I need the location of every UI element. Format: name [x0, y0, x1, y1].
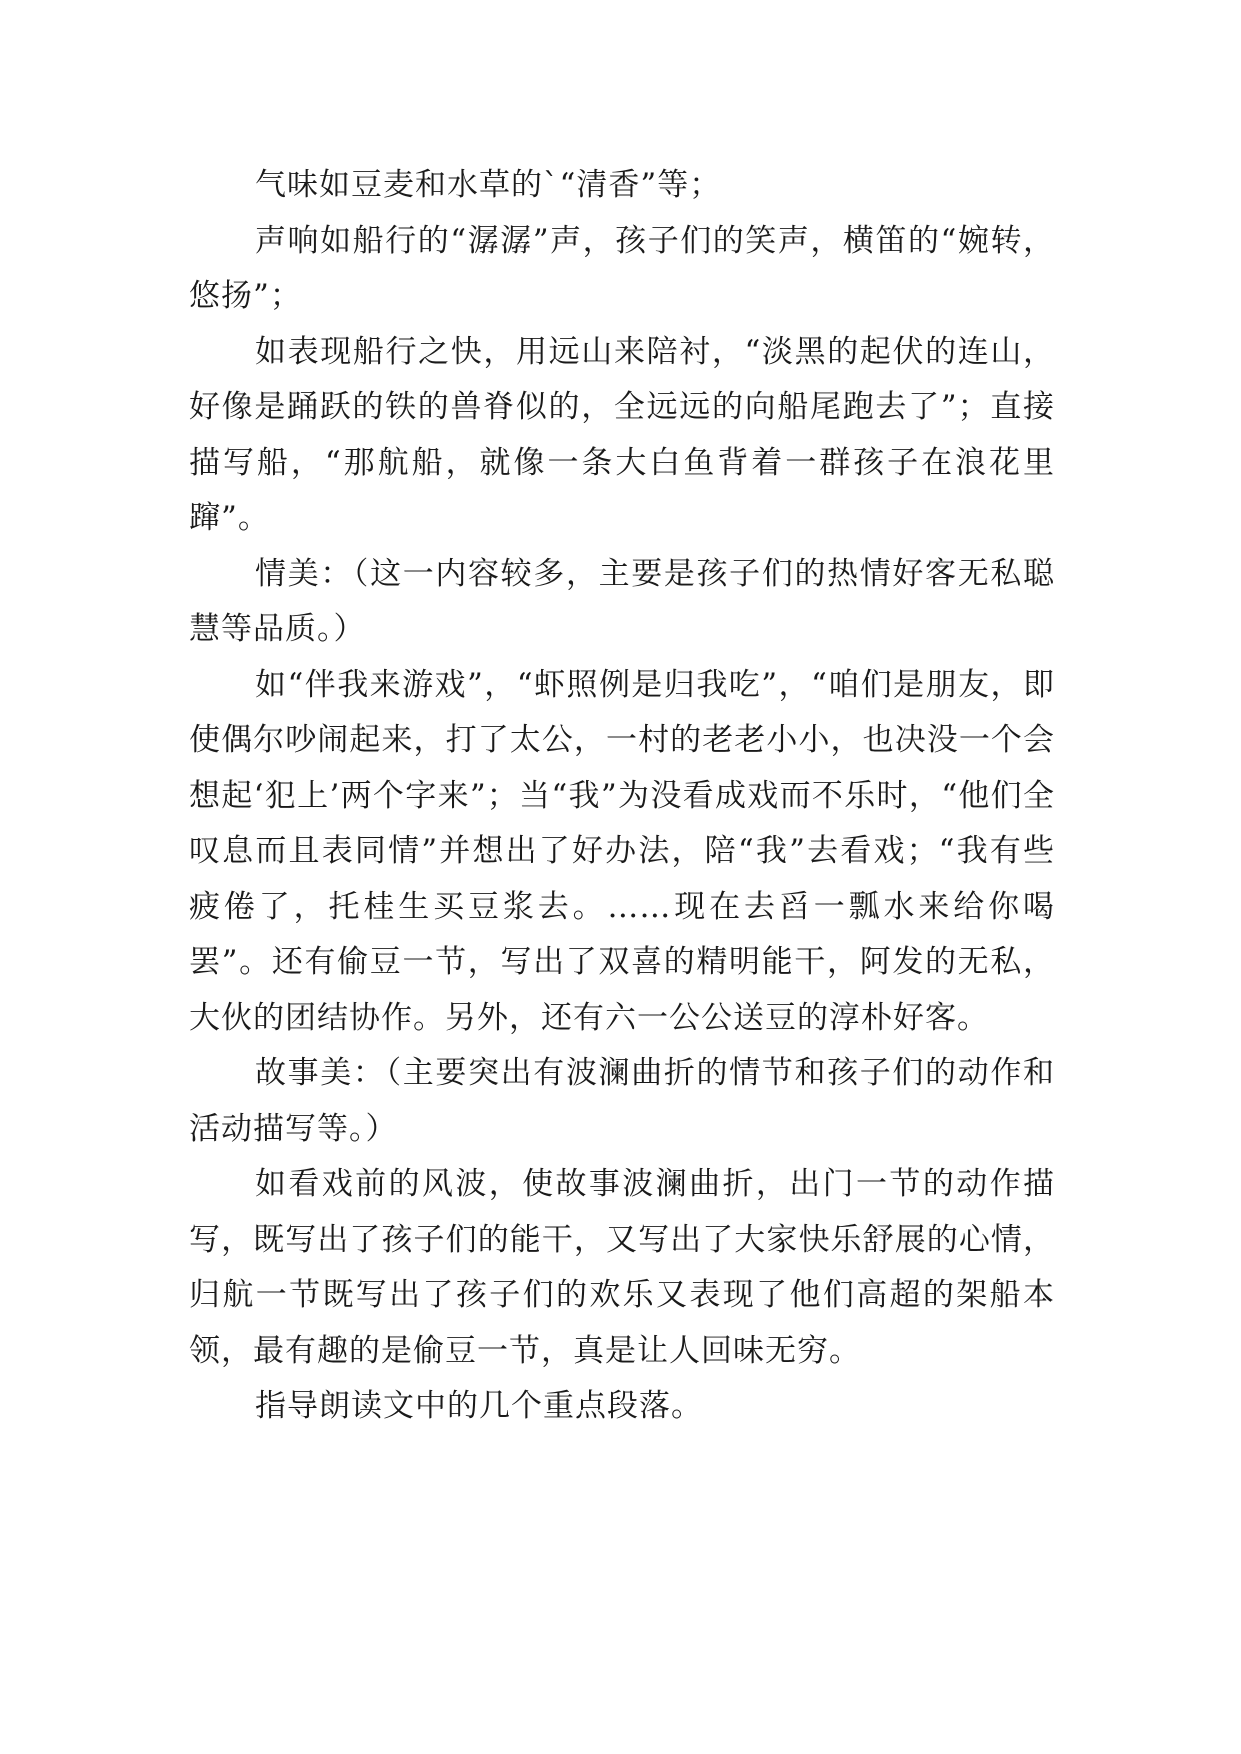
paragraph-story-examples: 如看戏前的风波，使故事波澜曲折，出门一节的动作描写，既写出了孩子们的能干，又写出了大家快乐舒展的心情，归航一节既写出了孩子们的欢乐又表现了他们高超的架船本领，最有趣的是偷豆一节，真是让人回味无穷。: [189, 1166, 1055, 1369]
paragraph-boat-speed: 如表现船行之快，用远山来陪衬，“淡黑的起伏的连山，好像是踊跃的铁的兽脊似的，全远远的向船尾跑去了”；直接描写船，“那航船，就像一条大白鱼背着一群孩子在浪花里蹿”。: [189, 333, 1055, 536]
paragraph-reading-guidance: 指导朗读文中的几个重点段落。: [255, 1388, 703, 1424]
paragraph-sound: 声响如船行的“潺潺”声，孩子们的笑声，横笛的“婉转，悠扬”；: [189, 222, 1055, 314]
paragraph-story-beauty: 故事美：（主要突出有波澜曲折的情节和孩子们的动作和活动描写等。）: [189, 1055, 1055, 1147]
paragraph-emotion-beauty: 情美：（这一内容较多，主要是孩子们的热情好客无私聪慧等品质。）: [189, 555, 1055, 647]
paragraph-emotion-examples: 如“伴我来游戏”，“虾照例是归我吃”，“咱们是朋友，即使偶尔吵闹起来，打了太公，一村的老老小小，也决没一个会想起‘犯上’两个字来”；当“我”为没看成戏而不乐时，“他们全叹息而且表同情”并想出了好办法，陪“我”去看戏；“我有些疲倦了，托桂生买豆浆去。……现在去舀一瓢水来给你喝罢”。还有偷豆一节，写出了双喜的精明能干，阿发的无私，大伙的团结协作。另外，还有六一公公送豆的淳朴好客。: [189, 666, 1055, 1036]
document-body: [189, 158, 1055, 1435]
paragraph-smell: 气味如豆麦和水草的`“清香”等；: [255, 167, 722, 203]
